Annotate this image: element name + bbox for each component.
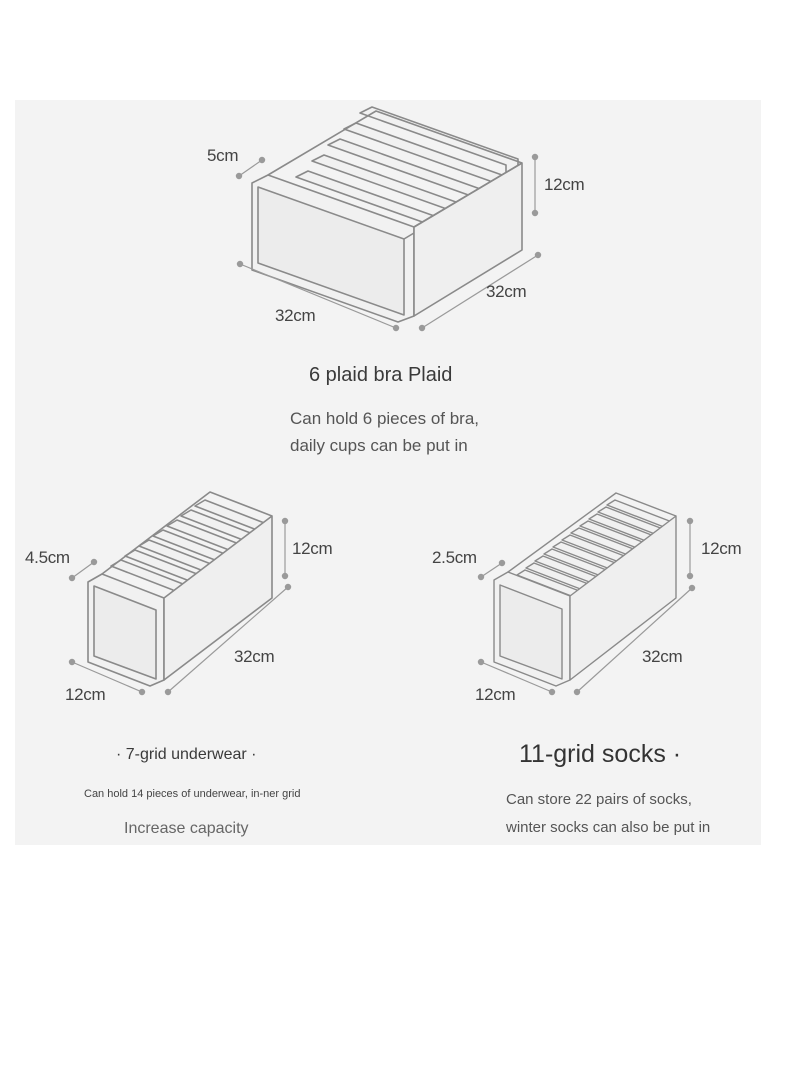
seven-grid-description-line-1: Can hold 14 pieces of underwear, in-ner grid [84, 788, 301, 800]
seven-grid-description-line-2: Increase capacity [124, 820, 249, 837]
eleven-grid-length-label: 32cm [642, 647, 683, 666]
six-grid-title: 6 plaid bra Plaid [309, 364, 453, 386]
eleven-grid-height-label: 12cm [701, 539, 742, 558]
eleven-grid-width-label: 12cm [475, 685, 516, 704]
eleven-grid-title: 11-grid socks · [519, 740, 682, 768]
seven-grid-title: · 7-grid underwear · [116, 746, 257, 763]
seven-grid-length-label: 32cm [234, 647, 275, 666]
six-grid-description-line-2: daily cups can be put in [290, 436, 468, 455]
six-grid-width-label: 32cm [486, 282, 527, 301]
seven-grid-height-label: 12cm [292, 539, 333, 558]
eleven-grid-description-line-2: winter socks can also be put in [506, 819, 711, 836]
seven-grid-width-label: 12cm [65, 685, 106, 704]
eleven-grid-description-line-1: Can store 22 pairs of socks, [506, 791, 692, 808]
six-grid-description-line-1: Can hold 6 pieces of bra, [290, 409, 480, 428]
six-grid-length-label: 32cm [275, 306, 316, 325]
six-grid-depth-label: 5cm [207, 146, 239, 165]
six-grid-height-label: 12cm [544, 175, 585, 194]
seven-grid-depth-label: 4.5cm [25, 548, 70, 567]
eleven-grid-depth-label: 2.5cm [432, 548, 477, 567]
